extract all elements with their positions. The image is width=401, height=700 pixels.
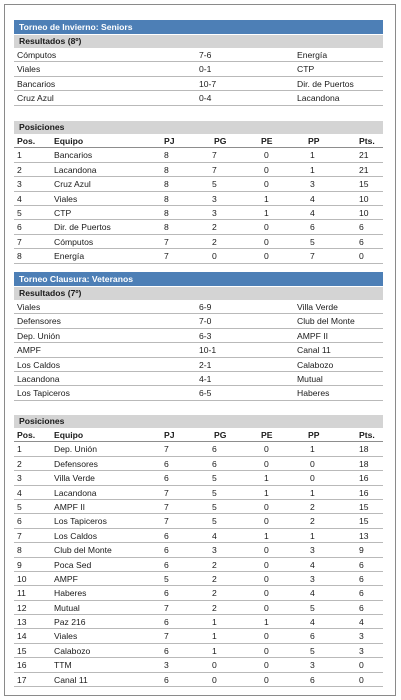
- table-row: [14, 543, 383, 557]
- cell-pts: 10: [359, 207, 369, 218]
- invierno-standings-section: [14, 120, 383, 264]
- cell-pos: 12: [17, 602, 27, 613]
- table-row: [14, 529, 383, 543]
- cell-pos: 2: [17, 458, 22, 469]
- result-row: [14, 48, 383, 62]
- cell-team: Poca Sed: [54, 559, 92, 570]
- cell-pe: 0: [264, 501, 269, 512]
- cell-pg: 3: [212, 193, 217, 204]
- cell-pe: 0: [264, 516, 269, 527]
- cell-pp: 3: [310, 179, 315, 190]
- cell-pts: 0: [359, 674, 364, 685]
- cell-pj: 8: [164, 207, 169, 218]
- cell-pp: 6: [310, 674, 315, 685]
- cell-pos: 7: [17, 236, 22, 247]
- cell-team: Cruz Azul: [54, 179, 91, 190]
- cell-team: Dep. Unión: [54, 444, 97, 455]
- cell-pe: 0: [264, 674, 269, 685]
- cell-pj: 7: [164, 444, 169, 455]
- cell-pts: 15: [359, 501, 369, 512]
- cell-pp: 1: [310, 530, 315, 541]
- match-score: 6-9: [199, 302, 212, 312]
- cell-pos: 16: [17, 660, 27, 671]
- clausura-standings-table: [14, 428, 383, 687]
- invierno-results-section: [14, 20, 383, 106]
- match-score: 10-7: [199, 78, 217, 89]
- column-header-pos: Pos.: [17, 430, 36, 440]
- table-row: [14, 629, 383, 643]
- cell-team: Club del Monte: [54, 545, 112, 556]
- away-team: Villa Verde: [297, 302, 338, 312]
- cell-team: Haberes: [54, 588, 87, 599]
- cell-pos: 7: [17, 530, 22, 541]
- cell-pg: 2: [212, 222, 217, 233]
- match-score: 6-5: [199, 388, 212, 399]
- standings-header-row: [14, 428, 383, 442]
- table-row: [14, 471, 383, 485]
- cell-pos: 9: [17, 559, 22, 570]
- cell-pe: 0: [264, 179, 269, 190]
- cell-pts: 18: [359, 444, 369, 455]
- cell-pe: 0: [264, 150, 269, 161]
- table-row: [14, 586, 383, 600]
- clausura-results-section: [14, 272, 383, 401]
- cell-pe: 0: [264, 660, 269, 671]
- clausura-standings-label: Posiciones: [14, 414, 383, 428]
- cell-pg: 6: [212, 458, 217, 469]
- home-team: Viales: [17, 64, 41, 75]
- cell-pp: 0: [310, 473, 315, 484]
- column-header-pts: Pts.: [359, 430, 375, 440]
- table-row: [14, 177, 383, 191]
- cell-pj: 8: [164, 193, 169, 204]
- cell-pj: 6: [164, 674, 169, 685]
- home-team: Cruz Azul: [17, 93, 54, 104]
- cell-pp: 2: [310, 501, 315, 512]
- home-team: Los Tapiceros: [17, 388, 70, 399]
- home-team: Viales: [17, 302, 41, 312]
- cell-pos: 10: [17, 573, 27, 584]
- cell-pg: 7: [212, 150, 217, 161]
- column-header-pe: PE: [261, 136, 273, 146]
- cell-pe: 0: [264, 573, 269, 584]
- table-row: [14, 644, 383, 658]
- cell-pp: 4: [310, 559, 315, 570]
- cell-pts: 6: [359, 236, 364, 247]
- cell-pts: 16: [359, 487, 369, 498]
- table-row: [14, 206, 383, 220]
- column-header-team: Equipo: [54, 136, 84, 146]
- cell-pos: 14: [17, 631, 27, 642]
- cell-pe: 0: [264, 588, 269, 599]
- cell-pp: 1: [310, 150, 315, 161]
- cell-team: AMPF: [54, 573, 78, 584]
- cell-pos: 6: [17, 516, 22, 527]
- cell-pg: 4: [212, 530, 217, 541]
- cell-pg: 6: [212, 444, 217, 455]
- cell-pj: 7: [164, 487, 169, 498]
- invierno-results-label: Resultados (8º): [14, 34, 383, 48]
- result-row: [14, 386, 383, 400]
- match-score: 10-1: [199, 345, 217, 356]
- cell-pj: 6: [164, 458, 169, 469]
- cell-pj: 7: [164, 251, 169, 262]
- cell-pj: 6: [164, 559, 169, 570]
- result-row: [14, 77, 383, 91]
- cell-pts: 3: [359, 645, 364, 656]
- cell-pe: 0: [264, 645, 269, 656]
- result-row: [14, 343, 383, 357]
- match-score: 2-1: [199, 359, 212, 370]
- cell-pos: 8: [17, 545, 22, 556]
- cell-pts: 9: [359, 545, 364, 556]
- cell-pts: 21: [359, 150, 369, 161]
- table-row: [14, 558, 383, 572]
- cell-team: Viales: [54, 193, 78, 204]
- cell-team: Bancarios: [54, 150, 93, 161]
- cell-pe: 0: [264, 222, 269, 233]
- table-row: [14, 163, 383, 177]
- column-header-pg: PG: [214, 430, 227, 440]
- cell-pj: 8: [164, 150, 169, 161]
- table-row: [14, 457, 383, 471]
- away-team: AMPF II: [297, 330, 329, 341]
- cell-pj: 6: [164, 473, 169, 484]
- cell-team: Los Caldos: [54, 530, 97, 541]
- column-header-team: Equipo: [54, 430, 84, 440]
- cell-pg: 2: [212, 602, 217, 613]
- result-row: [14, 358, 383, 372]
- cell-team: Villa Verde: [54, 473, 95, 484]
- cell-pos: 13: [17, 617, 27, 628]
- cell-pp: 2: [310, 516, 315, 527]
- cell-pts: 3: [359, 631, 364, 642]
- cell-pj: 7: [164, 501, 169, 512]
- cell-pj: 7: [164, 516, 169, 527]
- cell-pts: 15: [359, 516, 369, 527]
- cell-pj: 8: [164, 222, 169, 233]
- cell-pg: 5: [212, 501, 217, 512]
- cell-pe: 0: [264, 458, 269, 469]
- cell-pj: 5: [164, 573, 169, 584]
- cell-pg: 1: [212, 631, 217, 642]
- cell-team: Los Tapiceros: [54, 516, 107, 527]
- table-row: [14, 514, 383, 528]
- cell-team: Lacandona: [54, 487, 97, 498]
- cell-pos: 3: [17, 473, 22, 484]
- cell-team: Mutual: [54, 602, 80, 613]
- cell-pj: 7: [164, 631, 169, 642]
- cell-team: AMPF II: [54, 501, 86, 512]
- cell-team: Dir. de Puertos: [54, 222, 111, 233]
- cell-pg: 0: [212, 660, 217, 671]
- result-row: [14, 62, 383, 76]
- table-row: [14, 486, 383, 500]
- cell-pg: 0: [212, 251, 217, 262]
- cell-pg: 0: [212, 674, 217, 685]
- away-team: Haberes: [297, 388, 330, 399]
- cell-team: TTM: [54, 660, 72, 671]
- column-header-pj: PJ: [164, 136, 175, 146]
- cell-pe: 0: [264, 631, 269, 642]
- away-team: Dir. de Puertos: [297, 78, 354, 89]
- table-row: [14, 235, 383, 249]
- cell-pj: 6: [164, 588, 169, 599]
- cell-team: Defensores: [54, 458, 98, 469]
- cell-pts: 10: [359, 193, 369, 204]
- cell-pos: 8: [17, 251, 22, 262]
- cell-pg: 1: [212, 645, 217, 656]
- table-row: [14, 658, 383, 672]
- column-header-pp: PP: [308, 430, 320, 440]
- cell-pj: 7: [164, 236, 169, 247]
- result-row: [14, 91, 383, 105]
- table-row: [14, 148, 383, 162]
- result-row: [14, 372, 383, 386]
- cell-pp: 1: [310, 164, 315, 175]
- cell-pe: 0: [264, 251, 269, 262]
- cell-pe: 1: [264, 530, 269, 541]
- away-team: Club del Monte: [297, 316, 355, 327]
- cell-pts: 13: [359, 530, 369, 541]
- cell-pos: 4: [17, 487, 22, 498]
- cell-pp: 3: [310, 573, 315, 584]
- cell-pj: 7: [164, 602, 169, 613]
- cell-pp: 4: [310, 617, 315, 628]
- match-score: 0-1: [199, 64, 212, 75]
- cell-team: Viales: [54, 631, 78, 642]
- clausura-title: Torneo Clausura: Veteranos: [14, 272, 383, 286]
- cell-pp: 3: [310, 660, 315, 671]
- cell-pos: 5: [17, 207, 22, 218]
- column-header-pg: PG: [214, 136, 227, 146]
- cell-team: Canal 11: [54, 674, 88, 685]
- cell-pg: 5: [212, 516, 217, 527]
- home-team: Cómputos: [17, 50, 57, 60]
- cell-pp: 6: [310, 631, 315, 642]
- cell-pts: 0: [359, 660, 364, 671]
- cell-pe: 1: [264, 617, 269, 628]
- match-score: 4-1: [199, 373, 212, 384]
- match-score: 7-0: [199, 316, 212, 327]
- table-row: [14, 615, 383, 629]
- cell-pg: 2: [212, 573, 217, 584]
- cell-pos: 4: [17, 193, 22, 204]
- cell-pe: 0: [264, 602, 269, 613]
- cell-pts: 16: [359, 473, 369, 484]
- cell-pe: 1: [264, 207, 269, 218]
- invierno-title: Torneo de Invierno: Seniors: [14, 20, 383, 34]
- cell-pg: 1: [212, 617, 217, 628]
- cell-pg: 5: [212, 473, 217, 484]
- table-row: [14, 572, 383, 586]
- table-row: [14, 249, 383, 263]
- cell-pts: 6: [359, 588, 364, 599]
- cell-pj: 8: [164, 179, 169, 190]
- home-team: Defensores: [17, 316, 61, 327]
- table-row: [14, 192, 383, 206]
- cell-pp: 4: [310, 588, 315, 599]
- cell-pg: 3: [212, 545, 217, 556]
- home-team: Los Caldos: [17, 359, 60, 370]
- cell-team: Calabozo: [54, 645, 91, 656]
- cell-pos: 11: [17, 588, 26, 599]
- cell-pos: 2: [17, 164, 22, 175]
- invierno-standings-table: [14, 134, 383, 264]
- cell-pts: 18: [359, 458, 369, 469]
- cell-team: Paz 216: [54, 617, 86, 628]
- standings-header-row: [14, 134, 383, 148]
- match-score: 7-6: [199, 50, 212, 60]
- cell-pe: 0: [264, 545, 269, 556]
- cell-pj: 8: [164, 164, 169, 175]
- cell-pg: 2: [212, 559, 217, 570]
- cell-pp: 1: [310, 487, 315, 498]
- column-header-pe: PE: [261, 430, 273, 440]
- cell-pp: 7: [310, 251, 315, 262]
- match-score: 6-3: [199, 330, 212, 341]
- column-header-pj: PJ: [164, 430, 175, 440]
- cell-pg: 7: [212, 164, 217, 175]
- cell-pe: 0: [264, 164, 269, 175]
- cell-pp: 4: [310, 207, 315, 218]
- cell-pp: 6: [310, 222, 315, 233]
- cell-pp: 4: [310, 193, 315, 204]
- cell-pe: 1: [264, 193, 269, 204]
- cell-pj: 6: [164, 617, 169, 628]
- away-team: Mutual: [297, 373, 323, 384]
- column-header-pos: Pos.: [17, 136, 36, 146]
- cell-pp: 0: [310, 458, 315, 469]
- cell-pe: 1: [264, 487, 269, 498]
- home-team: Lacandona: [17, 373, 60, 384]
- cell-team: Lacandona: [54, 164, 97, 175]
- cell-pj: 6: [164, 530, 169, 541]
- cell-pj: 6: [164, 645, 169, 656]
- away-team: Energía: [297, 50, 328, 60]
- cell-pg: 5: [212, 487, 217, 498]
- cell-pos: 6: [17, 222, 22, 233]
- table-row: [14, 601, 383, 615]
- result-row: [14, 314, 383, 328]
- cell-pts: 0: [359, 251, 364, 262]
- cell-pts: 6: [359, 222, 364, 233]
- cell-team: CTP: [54, 207, 72, 218]
- away-team: Lacandona: [297, 93, 340, 104]
- table-row: [14, 220, 383, 234]
- home-team: Dep. Unión: [17, 330, 60, 341]
- away-team: Canal 11: [297, 345, 331, 356]
- clausura-results-label: Resultados (7º): [14, 286, 383, 300]
- cell-pg: 2: [212, 588, 217, 599]
- cell-pts: 21: [359, 164, 369, 175]
- clausura-results-list: [14, 300, 383, 401]
- cell-pg: 5: [212, 179, 217, 190]
- invierno-results-list: [14, 48, 383, 106]
- cell-pe: 0: [264, 559, 269, 570]
- cell-pos: 1: [17, 444, 22, 455]
- result-row: [14, 329, 383, 343]
- cell-pos: 3: [17, 179, 22, 190]
- clausura-standings-section: [14, 414, 383, 687]
- invierno-standings-label: Posiciones: [14, 120, 383, 134]
- cell-pts: 6: [359, 602, 364, 613]
- cell-pp: 3: [310, 545, 315, 556]
- cell-pe: 0: [264, 444, 269, 455]
- column-header-pts: Pts.: [359, 136, 375, 146]
- cell-pos: 17: [17, 674, 27, 685]
- away-team: CTP: [297, 64, 315, 75]
- table-row: [14, 673, 383, 687]
- cell-pts: 6: [359, 573, 364, 584]
- cell-pe: 0: [264, 236, 269, 247]
- table-row: [14, 442, 383, 456]
- cell-pj: 3: [164, 660, 169, 671]
- home-team: Bancarios: [17, 78, 56, 89]
- match-score: 0-4: [199, 93, 212, 104]
- cell-team: Cómputos: [54, 236, 94, 247]
- home-team: AMPF: [17, 345, 41, 356]
- cell-pts: 15: [359, 179, 369, 190]
- cell-pp: 5: [310, 236, 315, 247]
- cell-pg: 2: [212, 236, 217, 247]
- result-row: [14, 300, 383, 314]
- cell-pts: 6: [359, 559, 364, 570]
- column-header-pp: PP: [308, 136, 320, 146]
- cell-team: Energía: [54, 251, 85, 262]
- cell-pp: 5: [310, 645, 315, 656]
- cell-pos: 1: [17, 150, 22, 161]
- table-row: [14, 500, 383, 514]
- cell-pj: 6: [164, 545, 169, 556]
- cell-pp: 5: [310, 602, 315, 613]
- away-team: Calabozo: [297, 359, 334, 370]
- cell-pts: 4: [359, 617, 364, 628]
- cell-pos: 15: [17, 645, 27, 656]
- cell-pos: 5: [17, 501, 22, 512]
- cell-pg: 3: [212, 207, 217, 218]
- cell-pp: 1: [310, 444, 315, 455]
- cell-pe: 1: [264, 473, 269, 484]
